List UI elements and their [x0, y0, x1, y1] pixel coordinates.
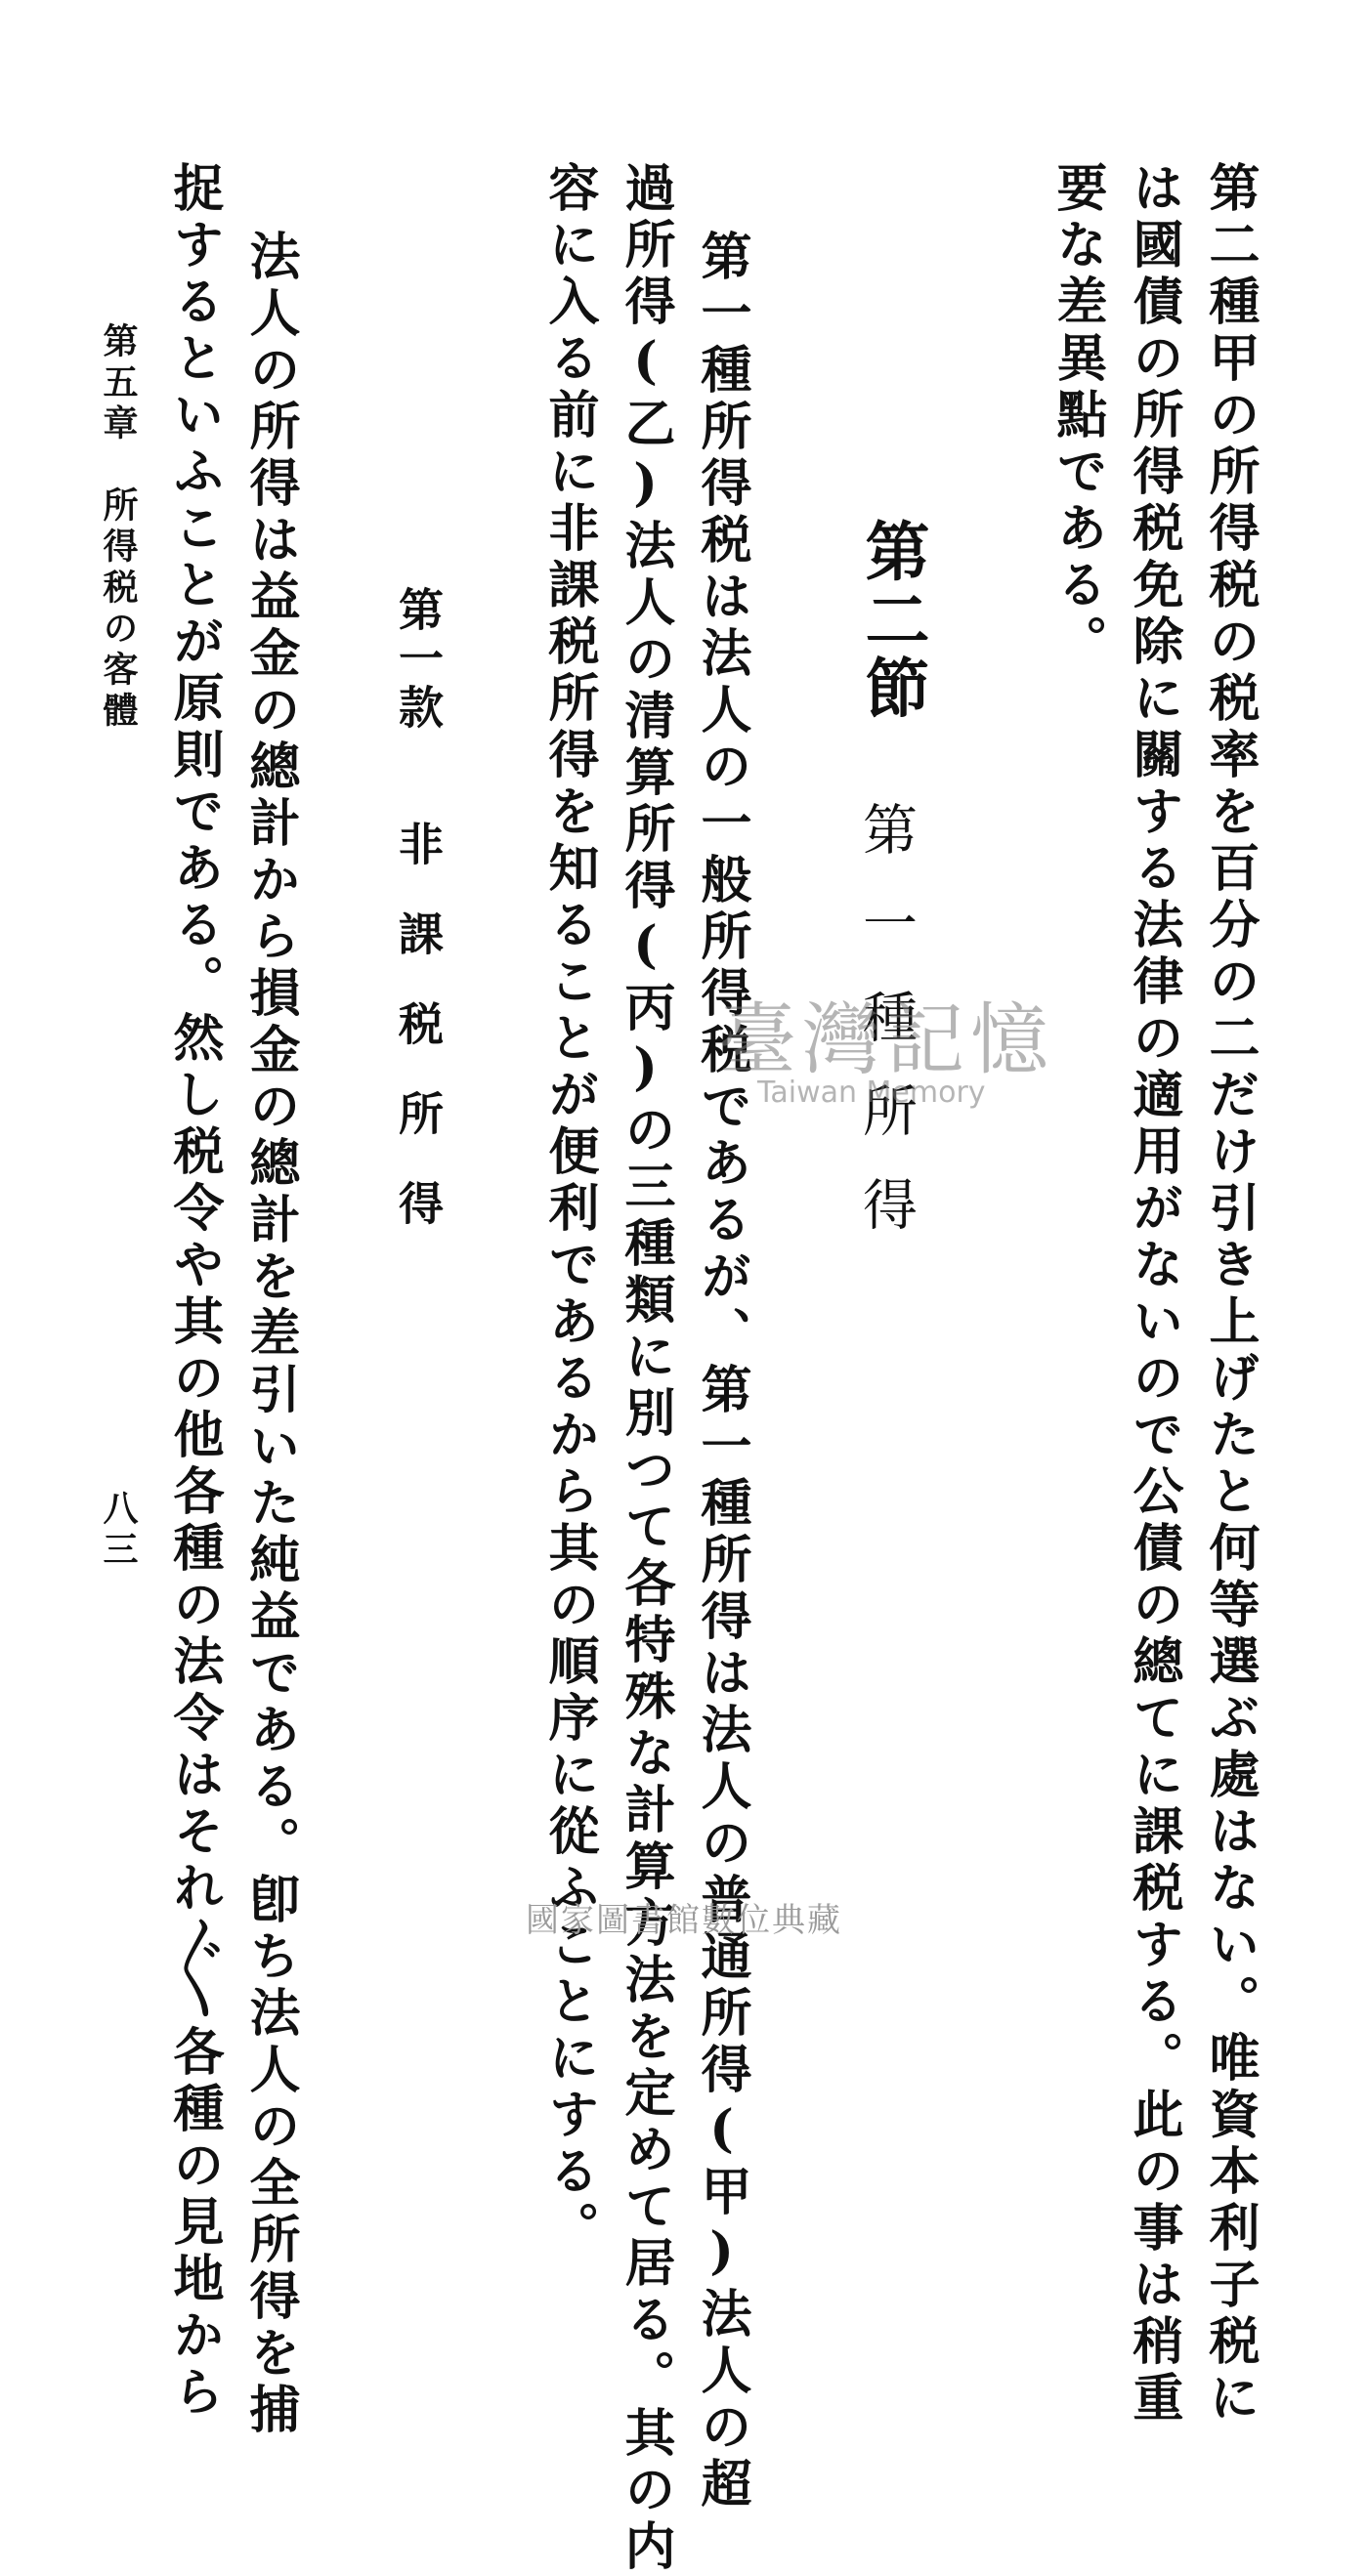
text-column-1: 第二種甲の所得税の税率を百分の二だけ引き上げたと何等選ぶ處はない。唯資本利子税に: [1200, 161, 1260, 2428]
taiwan-memory-watermark: [718, 977, 1090, 1114]
watermark-english: Taiwan Memory: [757, 1076, 986, 1110]
page-number: 八三: [98, 1490, 139, 1572]
text-column-5: 過所得(乙)法人の清算所得(丙)の三種類に別つて各特殊な計算方法を定めて居る。其の内: [616, 161, 675, 2576]
article-title: 非課税所得: [392, 821, 445, 1270]
library-caption: 國家圖書館數位典藏: [526, 1901, 842, 1940]
section-title: 第一種所得: [854, 801, 918, 1270]
running-footer-chapter: 第五章 所得税の客體: [98, 322, 139, 733]
article-number: 第一款: [392, 586, 445, 733]
text-column-3: 要な差異點である。: [1047, 161, 1107, 671]
watermark-chars: 臺灣記憶: [718, 994, 1054, 1085]
text-column-8: 捉するといふことが原則である。然し税令や其の他各種の法令はそれ〴〵各種の見地から: [164, 161, 224, 2422]
text-column-2: は國債の所得税免除に關する法律の適用がないので公債の總てに課税する。此の事は稍重: [1124, 161, 1183, 2428]
text-column-4: 第一種所得税は法人の一般所得税であるが、第一種所得は法人の普通所得(甲)法人の超: [692, 230, 751, 2513]
text-column-7: 法人の所得は益金の總計から損金の總計を差引いた純益である。卽ち法人の全所得を捕: [240, 230, 300, 2439]
text-column-6: 容に入る前に非課税所得を知ることが便利であるから其の順序に從ふことにする。: [539, 161, 599, 2258]
section-number: 第二節: [854, 518, 930, 723]
